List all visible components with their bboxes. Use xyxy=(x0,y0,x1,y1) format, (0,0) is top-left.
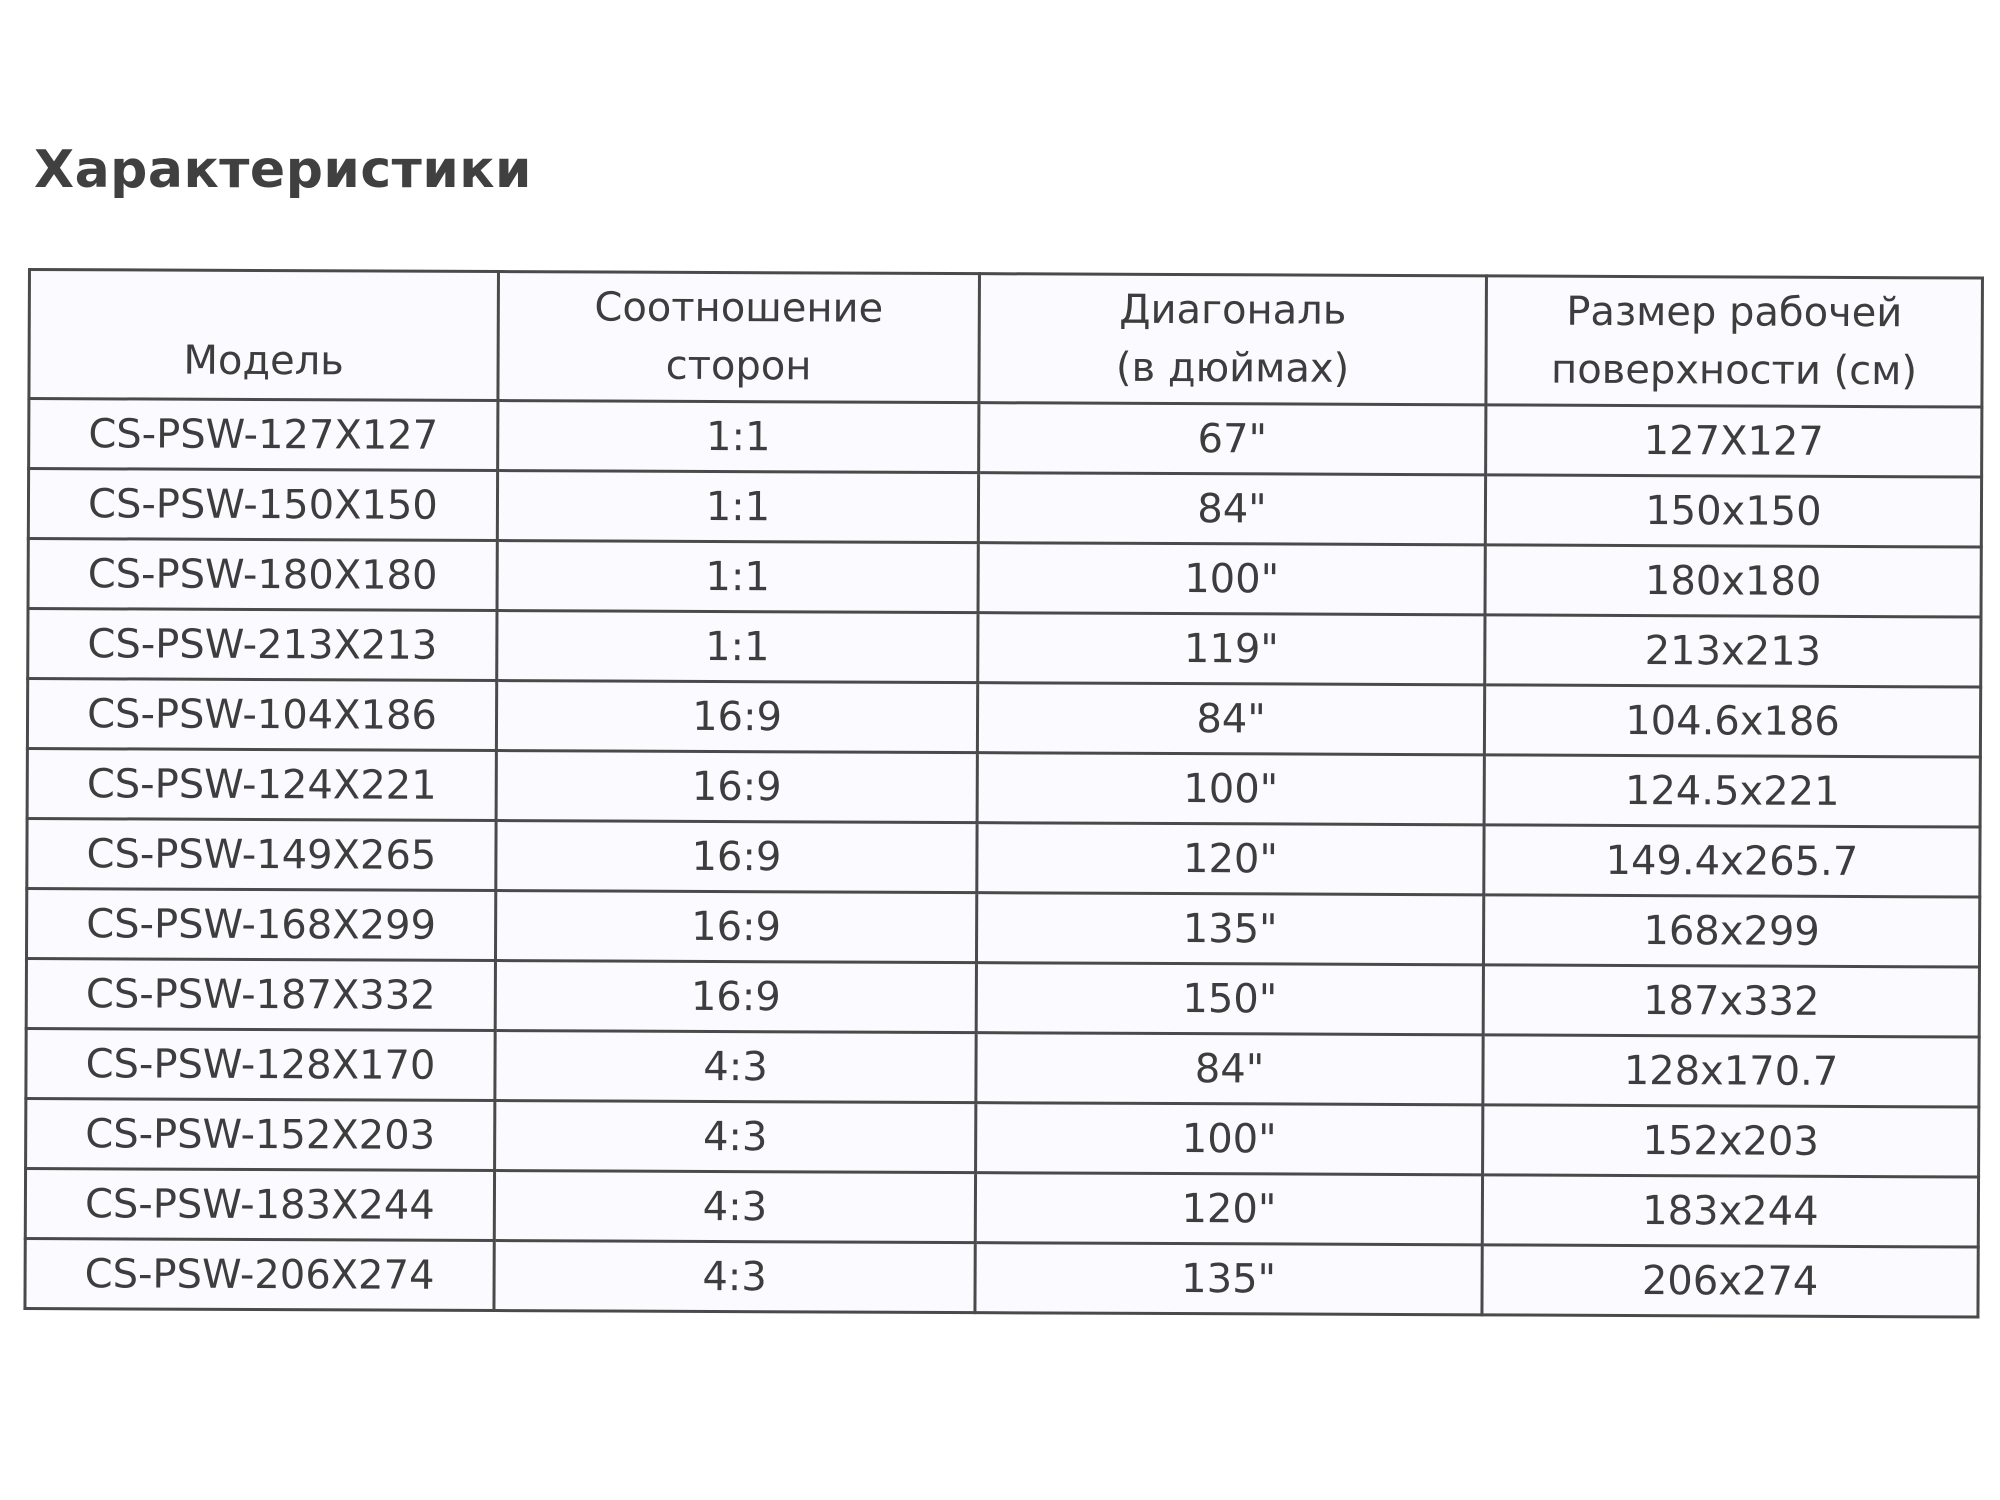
table-row xyxy=(27,749,1980,828)
header-diagonal-line1: Диагональ xyxy=(1119,286,1347,334)
cell-size: 149.4x265.7 xyxy=(1484,825,1980,897)
cell-size: 213x213 xyxy=(1485,615,1981,687)
cell-ratio: 16:9 xyxy=(496,821,977,893)
table-row xyxy=(26,1028,1979,1107)
table-row xyxy=(26,1098,1979,1177)
cell-model: CS-PSW-149X265 xyxy=(27,819,496,891)
cell-ratio: 16:9 xyxy=(496,751,977,823)
table-row xyxy=(26,889,1979,968)
cell-model: CS-PSW-180X180 xyxy=(28,539,497,611)
cell-size: 127X127 xyxy=(1486,405,1982,477)
cell-diagonal: 119" xyxy=(978,613,1485,685)
cell-model: CS-PSW-124X221 xyxy=(27,749,496,821)
cell-ratio: 16:9 xyxy=(495,961,976,1033)
header-diagonal xyxy=(979,274,1487,405)
table-row xyxy=(27,819,1980,898)
cell-model: CS-PSW-187X332 xyxy=(26,959,495,1031)
cell-model: CS-PSW-128X170 xyxy=(26,1028,495,1100)
cell-diagonal: 100" xyxy=(976,1103,1483,1175)
cell-model: CS-PSW-213X213 xyxy=(28,609,497,681)
header-size-line1: Размер рабочей xyxy=(1566,288,1903,337)
spec-table xyxy=(23,268,1984,1319)
cell-size: 183x244 xyxy=(1482,1175,1978,1247)
cell-model: CS-PSW-168X299 xyxy=(26,889,495,961)
cell-ratio: 16:9 xyxy=(496,681,977,753)
cell-diagonal: 135" xyxy=(976,893,1483,965)
cell-size: 128x170.7 xyxy=(1483,1035,1979,1107)
cell-diagonal: 120" xyxy=(975,1173,1482,1245)
cell-ratio: 4:3 xyxy=(495,1031,976,1103)
header-model xyxy=(29,270,499,401)
table-row xyxy=(26,959,1979,1038)
cell-size: 206x274 xyxy=(1482,1245,1978,1317)
cell-diagonal: 135" xyxy=(975,1243,1482,1315)
table-row xyxy=(28,469,1981,548)
header-diagonal-line2: (в дюймах) xyxy=(1115,344,1350,392)
cell-size: 180x180 xyxy=(1485,545,1981,617)
cell-ratio: 1:1 xyxy=(497,471,978,543)
header-size xyxy=(1486,276,1983,407)
table-header-row xyxy=(29,270,1983,408)
table-row xyxy=(28,609,1981,688)
cell-diagonal: 100" xyxy=(977,753,1484,825)
cell-model: CS-PSW-104X186 xyxy=(27,679,496,751)
cell-size: 150x150 xyxy=(1485,475,1981,547)
cell-ratio: 1:1 xyxy=(497,611,978,683)
cell-diagonal: 150" xyxy=(976,963,1483,1035)
cell-diagonal: 120" xyxy=(977,823,1484,895)
cell-ratio: 16:9 xyxy=(495,891,976,963)
cell-ratio: 4:3 xyxy=(494,1241,975,1313)
cell-diagonal: 84" xyxy=(978,473,1485,545)
cell-model: CS-PSW-152X203 xyxy=(26,1098,495,1170)
cell-model: CS-PSW-183X244 xyxy=(25,1168,494,1240)
header-ratio-line1: Соотношение xyxy=(594,284,884,332)
header-ratio xyxy=(498,272,980,403)
table-row xyxy=(28,539,1981,618)
table-row xyxy=(25,1238,1978,1317)
cell-ratio: 1:1 xyxy=(498,401,979,473)
cell-ratio: 4:3 xyxy=(495,1101,976,1173)
cell-model: CS-PSW-150X150 xyxy=(28,469,497,541)
cell-diagonal: 84" xyxy=(977,683,1484,755)
cell-diagonal: 67" xyxy=(979,403,1486,475)
table-row xyxy=(29,399,1982,478)
cell-ratio: 1:1 xyxy=(497,541,978,613)
cell-size: 168x299 xyxy=(1483,895,1979,967)
cell-diagonal: 84" xyxy=(976,1033,1483,1105)
page-title: Характеристики xyxy=(34,140,532,200)
cell-size: 187x332 xyxy=(1483,965,1979,1037)
cell-size: 104.6x186 xyxy=(1484,685,1980,757)
cell-size: 124.5x221 xyxy=(1484,755,1980,827)
cell-ratio: 4:3 xyxy=(494,1171,975,1243)
table-row xyxy=(25,1168,1978,1247)
table-row xyxy=(27,679,1980,758)
cell-diagonal: 100" xyxy=(978,543,1485,615)
cell-model: CS-PSW-206X274 xyxy=(25,1238,494,1310)
header-model-label: Модель xyxy=(183,337,344,385)
cell-size: 152x203 xyxy=(1483,1105,1979,1177)
header-size-line2: поверхности (см) xyxy=(1551,346,1918,395)
cell-model: CS-PSW-127X127 xyxy=(29,399,498,471)
header-ratio-line2: сторон xyxy=(665,342,812,390)
